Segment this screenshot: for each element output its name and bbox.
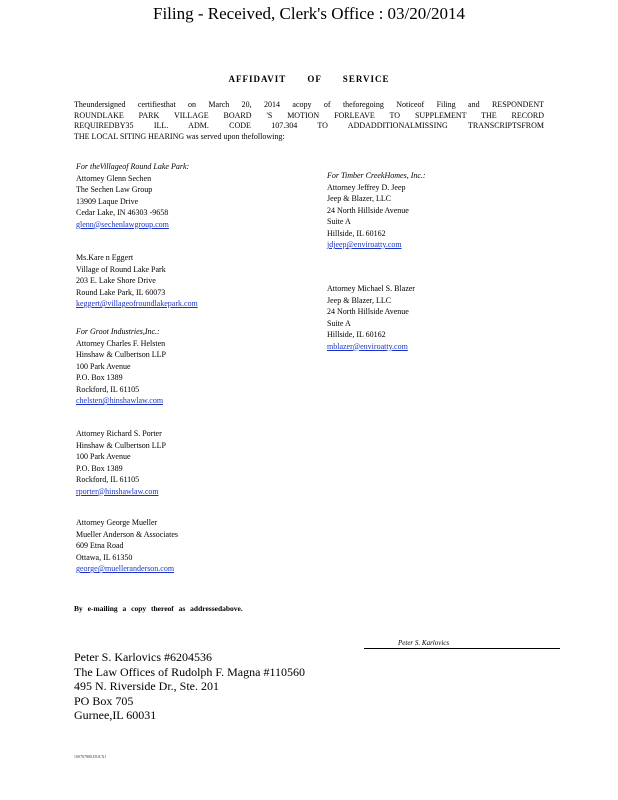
email-link[interactable]: george@muelleranderson.com bbox=[76, 564, 175, 573]
service-address-block bbox=[76, 161, 189, 230]
address-line: Hinshaw & Culbertson LLP bbox=[76, 350, 166, 359]
address-line: Hinshaw & Culbertson LLP bbox=[76, 440, 166, 450]
paragraph-line: ROUNDLAKE PARK VILLAGE BOARD 'S MOTION FORLEAVE TO SUPPLEMENT THE RECORD bbox=[74, 110, 544, 120]
service-address-block bbox=[327, 170, 426, 251]
email-link[interactable]: chelsten@hinshawlaw.com bbox=[76, 396, 164, 405]
address-line: Attorney Michael S. Blazer bbox=[327, 284, 415, 293]
address-line: Hillside, IL 60162 bbox=[327, 330, 386, 339]
address-line: Cedar Lake, IN 46303 -9658 bbox=[76, 208, 169, 217]
email-link[interactable]: jdjeep@enviroatty.com bbox=[327, 240, 402, 249]
address-line: P.O. Box 1389 bbox=[76, 463, 123, 473]
service-address-block bbox=[76, 326, 166, 407]
document-number: {S0767800.DOCX} bbox=[74, 754, 107, 759]
address-line: Jeep & Blazer, LLC bbox=[327, 194, 392, 203]
signature-name: Peter S. Karlovics bbox=[398, 639, 450, 647]
address-line: Attorney Glenn Sechen bbox=[76, 173, 152, 183]
address-line: 100 Park Avenue bbox=[76, 361, 131, 371]
attorney-contact-block bbox=[74, 650, 305, 723]
address-line: Mueller Anderson & Associates bbox=[76, 529, 178, 539]
address-line: Jeep & Blazer, LLC bbox=[327, 295, 392, 305]
service-address-block bbox=[76, 428, 166, 497]
document-title: AFFIDAVIT OF SERVICE bbox=[228, 74, 390, 84]
paragraph-line: THE LOCAL SITING HEARING was served upon thefollowing: bbox=[74, 131, 285, 141]
address-line: Suite A bbox=[327, 217, 351, 226]
service-address-block bbox=[76, 252, 198, 310]
address-line: Hillside, IL 60162 bbox=[327, 228, 386, 238]
address-line: Ms.Kare n Eggert bbox=[76, 253, 134, 262]
address-line: Attorney Jeffrey D. Jeep bbox=[327, 182, 406, 192]
address-line: 24 North Hillside Avenue bbox=[327, 205, 409, 215]
contact-line: The Law Offices of Rudolph F. Magna #110560 bbox=[74, 664, 305, 679]
filing-header: Filing - Received, Clerk's Office : 03/20/2014 bbox=[152, 4, 465, 23]
address-line: Attorney George Mueller bbox=[76, 518, 158, 527]
email-link[interactable]: glenn@sechenlawgroup.com bbox=[76, 219, 169, 229]
party-heading: For Groot Industries,Inc.: bbox=[76, 327, 160, 336]
address-line: Village of Round Lake Park bbox=[76, 264, 166, 274]
address-line: Round Lake Park, IL 60073 bbox=[76, 287, 166, 297]
service-paragraph bbox=[74, 100, 544, 142]
address-line: Suite A bbox=[327, 318, 351, 328]
contact-line: 495 N. Riverside Dr., Ste. 201 bbox=[74, 679, 219, 694]
party-heading: For theVillageof Round Lake Park: bbox=[76, 162, 190, 171]
address-line: P.O. Box 1389 bbox=[76, 373, 123, 382]
address-line: 100 Park Avenue bbox=[76, 452, 131, 461]
contact-line: Peter S. Karlovics #6204536 bbox=[74, 650, 212, 664]
service-method-statement: By e-mailing a copy thereof as addressedabove. bbox=[74, 604, 243, 613]
address-line: Rockford, IL 61105 bbox=[76, 384, 140, 394]
contact-line: Gurnee,IL 60031 bbox=[74, 708, 157, 723]
party-heading: For Timber CreekHomes, Inc.: bbox=[327, 171, 426, 180]
address-line: 609 Etna Road bbox=[76, 541, 124, 550]
address-line: 24 North Hillside Avenue bbox=[327, 307, 409, 316]
paragraph-line: Theundersigned certifiesthat on March 20, 2014 acopy of theforegoing Noticeof Filing and RESPONDENT bbox=[74, 100, 544, 109]
signature-line bbox=[364, 640, 560, 649]
email-link[interactable]: mblazer@enviroatty.com bbox=[327, 341, 408, 351]
address-line: Rockford, IL 61105 bbox=[76, 475, 140, 484]
email-link[interactable]: keggert@villageofroundlakepark.com bbox=[76, 299, 198, 308]
address-line: 13909 Laque Drive bbox=[76, 196, 139, 206]
address-line: The Sechen Law Group bbox=[76, 185, 153, 194]
email-link[interactable]: rporter@hinshawlaw.com bbox=[76, 486, 159, 496]
contact-line: PO Box 705 bbox=[74, 693, 134, 708]
address-line: 203 E. Lake Shore Drive bbox=[76, 276, 156, 285]
address-line: Ottawa, IL 61350 bbox=[76, 552, 133, 562]
service-address-block bbox=[76, 517, 178, 575]
service-address-block bbox=[327, 283, 415, 352]
address-line: Attorney Charles F. Helsten bbox=[76, 338, 166, 348]
address-line: Attorney Richard S. Porter bbox=[76, 429, 162, 438]
paragraph-line: REQUIREDBY35 ILL. ADM. CODE 107.304 TO ADDADDITIONALMISSING TRANSCRIPTSFROM bbox=[74, 121, 544, 131]
